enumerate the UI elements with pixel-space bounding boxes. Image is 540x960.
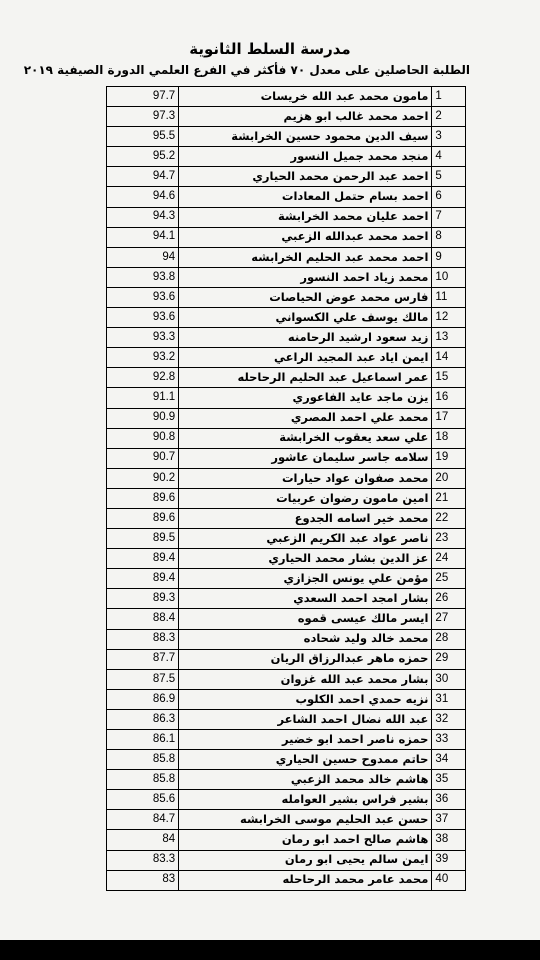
table-row: [107, 348, 466, 368]
score-cell: 87.5: [107, 669, 179, 689]
score-cell: 90.8: [107, 428, 179, 448]
student-name-cell: حاتم ممدوح حسين الحياري: [179, 750, 432, 770]
table-row: [107, 529, 466, 549]
row-number-cell: 6: [432, 187, 466, 207]
table-row: [107, 87, 466, 107]
score-cell: 91.1: [107, 388, 179, 408]
score-cell: 92.8: [107, 368, 179, 388]
score-cell: 90.2: [107, 468, 179, 488]
row-number-cell: 8: [432, 227, 466, 247]
table-row: [107, 689, 466, 709]
row-number-cell: 14: [432, 348, 466, 368]
score-cell: 90.9: [107, 408, 179, 428]
table-row: [107, 508, 466, 528]
table-row: [107, 187, 466, 207]
results-table: [106, 86, 466, 891]
score-cell: 86.9: [107, 689, 179, 709]
student-name-cell: هاشم خالد محمد الزعبي: [179, 770, 432, 790]
student-name-cell: امين مامون رضوان عربيات: [179, 488, 432, 508]
student-name-cell: حمزه ناصر احمد ابو خضير: [179, 730, 432, 750]
score-cell: 93.6: [107, 308, 179, 328]
student-name-cell: عبد الله نضال احمد الشاعر: [179, 709, 432, 729]
table-row: [107, 669, 466, 689]
table-row: [107, 830, 466, 850]
student-name-cell: بشير فراس بشير العوامله: [179, 790, 432, 810]
score-cell: 83: [107, 870, 179, 890]
student-name-cell: مالك يوسف علي الكسواني: [179, 308, 432, 328]
row-number-cell: 2: [432, 107, 466, 127]
student-name-cell: مامون محمد عبد الله خريسات: [179, 87, 432, 107]
student-name-cell: عمر اسماعيل عبد الحليم الرحاحله: [179, 368, 432, 388]
table-row: [107, 569, 466, 589]
row-number-cell: 40: [432, 870, 466, 890]
row-number-cell: 33: [432, 730, 466, 750]
row-number-cell: 37: [432, 810, 466, 830]
score-cell: 86.3: [107, 709, 179, 729]
school-title: مدرسة السلط الثانوية: [189, 40, 351, 58]
row-number-cell: 17: [432, 408, 466, 428]
student-name-cell: عز الدين بشار محمد الحياري: [179, 549, 432, 569]
student-name-cell: احمد محمد عبد الحليم الخرابشه: [179, 247, 432, 267]
student-name-cell: ايمن سالم يحيى ابو رمان: [179, 850, 432, 870]
table-row: [107, 107, 466, 127]
row-number-cell: 30: [432, 669, 466, 689]
table-row: [107, 127, 466, 147]
table-row: [107, 770, 466, 790]
row-number-cell: 32: [432, 709, 466, 729]
student-name-cell: سيف الدين محمود حسين الخرابشة: [179, 127, 432, 147]
score-cell: 94.6: [107, 187, 179, 207]
table-row: [107, 227, 466, 247]
row-number-cell: 7: [432, 207, 466, 227]
student-name-cell: محمد علي احمد المصري: [179, 408, 432, 428]
table-row: [107, 870, 466, 890]
score-cell: 87.7: [107, 649, 179, 669]
student-name-cell: احمد محمد غالب ابو هزيم: [179, 107, 432, 127]
table-row: [107, 750, 466, 770]
row-number-cell: 22: [432, 508, 466, 528]
score-cell: 94: [107, 247, 179, 267]
student-name-cell: ناصر عواد عبد الكريم الزعبي: [179, 529, 432, 549]
row-number-cell: 13: [432, 328, 466, 348]
table-row: [107, 308, 466, 328]
score-cell: 93.6: [107, 287, 179, 307]
row-number-cell: 19: [432, 448, 466, 468]
student-name-cell: علي سعد يعقوب الخرابشة: [179, 428, 432, 448]
student-name-cell: نزيه حمدي احمد الكلوب: [179, 689, 432, 709]
row-number-cell: 12: [432, 308, 466, 328]
student-name-cell: بشار امجد احمد السعدي: [179, 589, 432, 609]
table-row: [107, 167, 466, 187]
table-row: [107, 730, 466, 750]
score-cell: 85.8: [107, 770, 179, 790]
score-cell: 93.8: [107, 267, 179, 287]
student-name-cell: مؤمن علي يونس الجزازي: [179, 569, 432, 589]
student-name-cell: يزن ماجد عايد الفاعوري: [179, 388, 432, 408]
score-cell: 97.7: [107, 87, 179, 107]
row-number-cell: 36: [432, 790, 466, 810]
score-cell: 83.3: [107, 850, 179, 870]
row-number-cell: 21: [432, 488, 466, 508]
table-row: [107, 850, 466, 870]
row-number-cell: 35: [432, 770, 466, 790]
student-name-cell: محمد صفوان عواد حيارات: [179, 468, 432, 488]
score-cell: 93.3: [107, 328, 179, 348]
student-name-cell: حسن عبد الحليم موسى الخرابشه: [179, 810, 432, 830]
row-number-cell: 27: [432, 609, 466, 629]
table-row: [107, 448, 466, 468]
student-name-cell: سلامه جاسر سليمان عاشور: [179, 448, 432, 468]
row-number-cell: 34: [432, 750, 466, 770]
table-row: [107, 267, 466, 287]
row-number-cell: 23: [432, 529, 466, 549]
table-row: [107, 388, 466, 408]
score-cell: 84.7: [107, 810, 179, 830]
student-name-cell: محمد خير اسامه الجدوع: [179, 508, 432, 528]
student-name-cell: احمد بسام حتمل المعادات: [179, 187, 432, 207]
table-row: [107, 468, 466, 488]
student-name-cell: حمزه ماهر عبدالرزاق الريان: [179, 649, 432, 669]
bottom-bar: [0, 940, 540, 960]
row-number-cell: 31: [432, 689, 466, 709]
table-row: [107, 428, 466, 448]
score-cell: 86.1: [107, 730, 179, 750]
score-cell: 93.2: [107, 348, 179, 368]
score-cell: 89.3: [107, 589, 179, 609]
score-cell: 88.3: [107, 629, 179, 649]
row-number-cell: 10: [432, 267, 466, 287]
row-number-cell: 5: [432, 167, 466, 187]
score-cell: 95.2: [107, 147, 179, 167]
table-row: [107, 810, 466, 830]
student-name-cell: ايمن اياد عبد المجيد الراعي: [179, 348, 432, 368]
score-cell: 89.6: [107, 508, 179, 528]
score-cell: 94.3: [107, 207, 179, 227]
score-cell: 89.6: [107, 488, 179, 508]
row-number-cell: 38: [432, 830, 466, 850]
table-row: [107, 488, 466, 508]
row-number-cell: 15: [432, 368, 466, 388]
row-number-cell: 9: [432, 247, 466, 267]
row-number-cell: 18: [432, 428, 466, 448]
student-name-cell: احمد محمد عبدالله الزعبي: [179, 227, 432, 247]
table-row: [107, 287, 466, 307]
score-cell: 90.7: [107, 448, 179, 468]
score-cell: 95.5: [107, 127, 179, 147]
table-row: [107, 649, 466, 669]
student-name-cell: فارس محمد عوض الحياصات: [179, 287, 432, 307]
table-row: [107, 589, 466, 609]
student-name-cell: محمد زياد احمد النسور: [179, 267, 432, 287]
score-cell: 94.7: [107, 167, 179, 187]
student-name-cell: احمد عليان محمد الخرابشة: [179, 207, 432, 227]
row-number-cell: 16: [432, 388, 466, 408]
student-name-cell: هاشم صالح احمد ابو رمان: [179, 830, 432, 850]
table-row: [107, 408, 466, 428]
score-cell: 89.5: [107, 529, 179, 549]
row-number-cell: 20: [432, 468, 466, 488]
student-name-cell: بشار محمد عبد الله غزوان: [179, 669, 432, 689]
row-number-cell: 39: [432, 850, 466, 870]
score-cell: 85.6: [107, 790, 179, 810]
row-number-cell: 1: [432, 87, 466, 107]
table-row: [107, 147, 466, 167]
score-cell: 88.4: [107, 609, 179, 629]
student-name-cell: زيد سعود ارشيد الرحامنه: [179, 328, 432, 348]
score-cell: 89.4: [107, 569, 179, 589]
row-number-cell: 28: [432, 629, 466, 649]
score-cell: 85.8: [107, 750, 179, 770]
table-row: [107, 549, 466, 569]
row-number-cell: 3: [432, 127, 466, 147]
score-cell: 94.1: [107, 227, 179, 247]
table-row: [107, 368, 466, 388]
score-cell: 84: [107, 830, 179, 850]
row-number-cell: 25: [432, 569, 466, 589]
row-number-cell: 26: [432, 589, 466, 609]
table-row: [107, 328, 466, 348]
table-row: [107, 247, 466, 267]
row-number-cell: 11: [432, 287, 466, 307]
student-name-cell: احمد عبد الرحمن محمد الحياري: [179, 167, 432, 187]
row-number-cell: 24: [432, 549, 466, 569]
table-row: [107, 629, 466, 649]
table-row: [107, 207, 466, 227]
list-subtitle: الطلبة الحاصلين على معدل ٧٠ فأكثر في الفرع العلمي الدورة الصيفية ٢٠١٩: [23, 63, 470, 77]
student-name-cell: محمد خالد وليد شحاده: [179, 629, 432, 649]
student-name-cell: ايسر مالك عيسى قموه: [179, 609, 432, 629]
table-row: [107, 609, 466, 629]
student-name-cell: منجد محمد جميل النسور: [179, 147, 432, 167]
table-row: [107, 709, 466, 729]
table-row: [107, 790, 466, 810]
row-number-cell: 29: [432, 649, 466, 669]
student-name-cell: محمد عامر محمد الرحاحله: [179, 870, 432, 890]
score-cell: 97.3: [107, 107, 179, 127]
score-cell: 89.4: [107, 549, 179, 569]
results-table-body: [107, 87, 466, 891]
row-number-cell: 4: [432, 147, 466, 167]
